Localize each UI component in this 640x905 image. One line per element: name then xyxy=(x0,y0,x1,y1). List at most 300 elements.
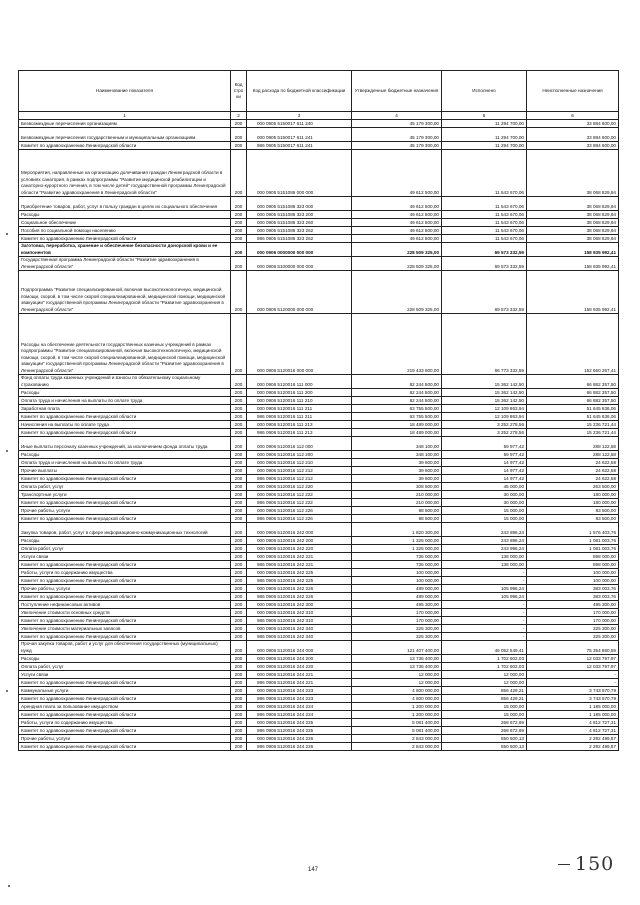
row-executed: 243 896,24 xyxy=(442,537,527,545)
table-row xyxy=(19,515,619,523)
row-name: Работы, услуги по содержанию имущества xyxy=(19,719,231,727)
row-approved: 1 325 000,00 xyxy=(352,545,442,553)
row-unexecuted: - xyxy=(527,671,619,679)
row-unexecuted: 15 236 721,44 xyxy=(527,421,619,429)
row-name: Транспортные услуги xyxy=(19,491,231,499)
row-unexecuted: 1 081 003,76 xyxy=(527,545,619,553)
table-row xyxy=(19,695,619,703)
row-name: Оплата труда и начисления на выплаты по оплате труда xyxy=(19,397,231,405)
row-code: 200 xyxy=(231,128,247,142)
row-name: Расходы xyxy=(19,451,231,459)
row-approved: 170 000,00 xyxy=(352,617,442,625)
row-unexecuted: 288 122,58 xyxy=(527,437,619,451)
row-code: 200 xyxy=(231,429,247,437)
row-unexecuted: 75 354 850,59 xyxy=(527,641,619,655)
table-row xyxy=(19,142,619,150)
row-budget-code: 000 0906 5120016 000 000 xyxy=(247,314,352,375)
table-row xyxy=(19,499,619,507)
row-executed: - xyxy=(442,609,527,617)
table-row xyxy=(19,577,619,585)
table-row xyxy=(19,633,619,641)
row-code: 200 xyxy=(231,375,247,389)
row-unexecuted: 100 000,00 xyxy=(527,569,619,577)
row-code: 200 xyxy=(231,687,247,695)
row-executed: 856 429,21 xyxy=(442,695,527,703)
row-name: Пособия по социальной помощи населению xyxy=(19,227,231,235)
row-name: Комитет по здравоохранению Ленинградской области xyxy=(19,413,231,421)
row-name: Комитет по здравоохранению Ленинградской области xyxy=(19,142,231,150)
row-code: 200 xyxy=(231,475,247,483)
row-budget-code: 000 0906 5120016 112 220 xyxy=(247,483,352,491)
row-executed: 3 252 278,56 xyxy=(442,429,527,437)
row-executed: - xyxy=(442,577,527,585)
row-code: 200 xyxy=(231,743,247,751)
row-code: 200 xyxy=(231,679,247,687)
row-name: Безвозмездные перечисления государственным и муниципальным организациям xyxy=(19,128,231,142)
handwritten-page-stamp: 150 xyxy=(575,853,615,875)
row-budget-code: 986 0906 5120016 244 221 xyxy=(247,679,352,687)
row-approved: 49 612 500,00 xyxy=(352,235,442,243)
row-name: Прочие выплаты xyxy=(19,467,231,475)
row-executed: 14 977,42 xyxy=(442,459,527,467)
table-row xyxy=(19,743,619,751)
row-unexecuted: 83 500,00 xyxy=(527,507,619,515)
row-budget-code: 986 0906 5120016 112 212 xyxy=(247,475,352,483)
row-name: Мероприятия, направленные на организацию долечивания граждан Ленинградской области в условиях санатория, в рамках подпрограммы "Развитие медицинской реабилитации и санаторно-курортного лечения, в том числе детей" государственной программы Ленинградской области "Развитие здравоохранения в Ленинградской области" xyxy=(19,150,231,197)
row-approved: 348 100,00 xyxy=(352,451,442,459)
row-approved: 82 244 500,00 xyxy=(352,397,442,405)
row-executed: 268 672,69 xyxy=(442,719,527,727)
row-executed: 12 109 863,94 xyxy=(442,405,527,413)
row-budget-code: 986 0906 5120016 242 221 xyxy=(247,561,352,569)
row-code: 200 xyxy=(231,633,247,641)
row-budget-code: 000 0906 5120016 112 000 xyxy=(247,437,352,451)
row-unexecuted: 24 622,58 xyxy=(527,467,619,475)
row-approved: 12 000,00 xyxy=(352,679,442,687)
row-approved: 228 509 325,00 xyxy=(352,243,442,257)
row-unexecuted: 383 003,76 xyxy=(527,593,619,601)
row-budget-code: 000 0906 5120016 242 340 xyxy=(247,625,352,633)
row-budget-code: 986 0906 5120016 242 226 xyxy=(247,593,352,601)
row-unexecuted: 24 622,58 xyxy=(527,459,619,467)
row-executed: 11 543 670,06 xyxy=(442,211,527,219)
row-approved: 348 100,00 xyxy=(352,437,442,451)
row-budget-code: 000 0906 5120016 242 225 xyxy=(247,569,352,577)
table-row xyxy=(19,593,619,601)
row-code: 200 xyxy=(231,405,247,413)
table-row xyxy=(19,569,619,577)
header-executed: Исполнено xyxy=(442,71,527,112)
row-approved: 308 500,00 xyxy=(352,483,442,491)
row-name: Приобретение товаров, работ, услуг в пользу граждан в целях их социального обеспечения xyxy=(19,197,231,211)
row-unexecuted: 3 743 570,79 xyxy=(527,695,619,703)
row-executed: 30 000,00 xyxy=(442,499,527,507)
row-budget-code: 000 0906 5120016 111 211 xyxy=(247,405,352,413)
row-name: Подпрограмма "Развитие специализированной, включая высокотехнологичную, медицинской помощи, скорой, в том числе скорой специализированной, медицинской помощи, медицинской эвакуации" государственной программы Ленинградской области "Развитие здравоохранения в Ленинградской области" xyxy=(19,271,231,314)
row-code: 200 xyxy=(231,235,247,243)
row-executed: 45 000,00 xyxy=(442,483,527,491)
row-name: Комитет по здравоохранению Ленинградской области xyxy=(19,633,231,641)
row-executed: 1 702 602,03 xyxy=(442,655,527,663)
row-budget-code: 000 0906 5120016 244 200 xyxy=(247,655,352,663)
row-approved: 45 179 300,00 xyxy=(352,128,442,142)
row-executed: 59 977,42 xyxy=(442,437,527,451)
table-row xyxy=(19,405,619,413)
row-code: 200 xyxy=(231,459,247,467)
row-approved: 210 000,00 xyxy=(352,499,442,507)
row-name: Комитет по здравоохранению Ленинградской области xyxy=(19,679,231,687)
row-name: Комитет по здравоохранению Ленинградской области xyxy=(19,429,231,437)
row-budget-code: 000 0906 5120016 111 000 xyxy=(247,375,352,389)
row-unexecuted: 66 882 357,50 xyxy=(527,375,619,389)
row-name: Прочие работы, услуги xyxy=(19,585,231,593)
row-executed: 11 543 670,06 xyxy=(442,150,527,197)
row-code: 200 xyxy=(231,389,247,397)
table-row xyxy=(19,475,619,483)
row-executed: 550 500,13 xyxy=(442,735,527,743)
row-executed: 11 294 700,00 xyxy=(442,120,527,128)
row-unexecuted: 180 000,00 xyxy=(527,499,619,507)
row-executed: 15 362 142,50 xyxy=(442,397,527,405)
row-name: Комитет по здравоохранению Ленинградской области xyxy=(19,235,231,243)
row-unexecuted: 15 236 721,44 xyxy=(527,429,619,437)
row-budget-code: 000 0906 5120016 112 210 xyxy=(247,459,352,467)
row-executed: 14 977,42 xyxy=(442,467,527,475)
table-row xyxy=(19,711,619,719)
table-row xyxy=(19,625,619,633)
table-row xyxy=(19,679,619,687)
row-approved: 210 000,00 xyxy=(352,491,442,499)
column-number-row xyxy=(19,112,619,120)
row-budget-code: 986 0906 5120016 244 225 xyxy=(247,727,352,735)
row-unexecuted: 24 622,58 xyxy=(527,475,619,483)
table-row xyxy=(19,150,619,197)
row-unexecuted: - xyxy=(527,679,619,687)
row-budget-code: 986 0906 5120016 112 222 xyxy=(247,499,352,507)
row-code: 200 xyxy=(231,625,247,633)
row-budget-code: 000 0906 0000000 000 000 xyxy=(247,243,352,257)
row-name: Расходы xyxy=(19,537,231,545)
row-budget-code: 000 0906 5120016 242 220 xyxy=(247,545,352,553)
row-executed: 15 362 142,50 xyxy=(442,389,527,397)
table-row xyxy=(19,483,619,491)
row-unexecuted: 152 660 267,41 xyxy=(527,314,619,375)
row-approved: 228 509 325,00 xyxy=(352,271,442,314)
row-budget-code: 986 0906 5120016 244 224 xyxy=(247,711,352,719)
row-code: 200 xyxy=(231,523,247,537)
table-row xyxy=(19,491,619,499)
table-row xyxy=(19,211,619,219)
table-row xyxy=(19,413,619,421)
budget-report-sheet xyxy=(18,70,618,751)
table-row xyxy=(19,687,619,695)
row-code: 200 xyxy=(231,243,247,257)
row-unexecuted: 33 884 600,00 xyxy=(527,120,619,128)
table-row xyxy=(19,257,619,271)
row-budget-code: 000 0906 5120016 242 310 xyxy=(247,609,352,617)
row-unexecuted: 325 300,00 xyxy=(527,633,619,641)
row-unexecuted: 1 185 000,00 xyxy=(527,703,619,711)
row-unexecuted: 38 068 829,94 xyxy=(527,211,619,219)
row-name: Комитет по здравоохранению Ленинградской области xyxy=(19,617,231,625)
row-unexecuted: 598 000,00 xyxy=(527,561,619,569)
row-budget-code: 986 0906 5120016 242 310 xyxy=(247,617,352,625)
row-budget-code: 986 0906 5120016 111 213 xyxy=(247,429,352,437)
row-unexecuted: 288 122,58 xyxy=(527,451,619,459)
row-code: 200 xyxy=(231,219,247,227)
table-row xyxy=(19,671,619,679)
table-row xyxy=(19,617,619,625)
row-unexecuted: 1 576 403,76 xyxy=(527,523,619,537)
row-executed: 268 672,69 xyxy=(442,727,527,735)
scan-speck xyxy=(6,450,8,452)
row-executed: 11 294 700,00 xyxy=(442,142,527,150)
row-approved: 100 000,00 xyxy=(352,577,442,585)
row-name: Начисления на выплаты по оплате труда xyxy=(19,421,231,429)
row-name: Прочие работы, услуги xyxy=(19,507,231,515)
row-name: Расходы xyxy=(19,389,231,397)
row-approved: 49 612 500,00 xyxy=(352,211,442,219)
table-row xyxy=(19,641,619,655)
row-code: 200 xyxy=(231,711,247,719)
row-unexecuted: 38 068 829,94 xyxy=(527,197,619,211)
row-executed: 15 362 142,50 xyxy=(442,375,527,389)
row-approved: 100 000,00 xyxy=(352,569,442,577)
table-row xyxy=(19,197,619,211)
row-code: 200 xyxy=(231,593,247,601)
row-name: Коммунальные услуги xyxy=(19,687,231,695)
row-budget-code: 000 0906 5120016 112 212 xyxy=(247,467,352,475)
row-code: 200 xyxy=(231,727,247,735)
row-budget-code: 000 0906 5120016 242 221 xyxy=(247,553,352,561)
stamp-dash xyxy=(558,864,570,865)
row-budget-code: 000 0906 5120016 244 225 xyxy=(247,719,352,727)
table-row xyxy=(19,663,619,671)
row-code: 200 xyxy=(231,601,247,609)
row-name: Оплата работ, услуг xyxy=(19,483,231,491)
row-name: Оплата работ, услуг xyxy=(19,663,231,671)
row-approved: 489 000,00 xyxy=(352,585,442,593)
row-approved: 2 843 000,00 xyxy=(352,735,442,743)
row-code: 200 xyxy=(231,515,247,523)
row-approved: 39 600,00 xyxy=(352,459,442,467)
table-row xyxy=(19,703,619,711)
row-approved: 98 500,00 xyxy=(352,507,442,515)
table-row xyxy=(19,120,619,128)
row-approved: 45 179 300,00 xyxy=(352,142,442,150)
row-code: 200 xyxy=(231,142,247,150)
column-number: 6 xyxy=(527,112,619,120)
column-number: 3 xyxy=(247,112,352,120)
row-name: Заработная плата xyxy=(19,405,231,413)
column-number: 5 xyxy=(442,112,527,120)
row-executed: 69 573 332,59 xyxy=(442,257,527,271)
row-name: Увеличение стоимости материальных запасов xyxy=(19,625,231,633)
row-budget-code: 000 0906 5120000 000 000 xyxy=(247,271,352,314)
row-executed: 30 000,00 xyxy=(442,491,527,499)
table-row xyxy=(19,601,619,609)
table-row xyxy=(19,537,619,545)
row-budget-code: 986 0906 5120016 112 226 xyxy=(247,515,352,523)
row-approved: 2 843 000,00 xyxy=(352,743,442,751)
row-approved: 121 407 400,00 xyxy=(352,641,442,655)
row-name: Безвозмездные перечисления организациям xyxy=(19,120,231,128)
column-number: 2 xyxy=(231,112,247,120)
row-code: 200 xyxy=(231,617,247,625)
row-code: 200 xyxy=(231,421,247,429)
row-unexecuted: 1 081 003,76 xyxy=(527,537,619,545)
row-budget-code: 986 0906 5120016 111 211 xyxy=(247,413,352,421)
row-name: Комитет по здравоохранению Ленинградской области xyxy=(19,695,231,703)
row-name: Комитет по здравоохранению Ленинградской области xyxy=(19,593,231,601)
row-name: Социальное обеспечение xyxy=(19,219,231,227)
row-budget-code: 986 0906 5120016 244 223 xyxy=(247,695,352,703)
row-executed: 243 996,24 xyxy=(442,545,527,553)
row-budget-code: 000 0906 5120016 244 226 xyxy=(247,735,352,743)
row-name: Комитет по здравоохранению Ленинградской области xyxy=(19,711,231,719)
row-budget-code: 000 0906 5120016 244 220 xyxy=(247,663,352,671)
table-row xyxy=(19,219,619,227)
table-row xyxy=(19,128,619,142)
row-code: 200 xyxy=(231,719,247,727)
row-approved: 82 244 500,00 xyxy=(352,389,442,397)
row-unexecuted: 170 000,00 xyxy=(527,609,619,617)
row-code: 200 xyxy=(231,257,247,271)
row-unexecuted: 33 884 600,00 xyxy=(527,142,619,150)
row-executed: - xyxy=(442,601,527,609)
row-budget-code: 000 0906 5120016 244 000 xyxy=(247,641,352,655)
row-approved: 219 433 600,00 xyxy=(352,314,442,375)
row-approved: 13 736 400,00 xyxy=(352,663,442,671)
row-code: 200 xyxy=(231,397,247,405)
row-executed: 11 294 700,00 xyxy=(442,128,527,142)
row-executed: 12 000,00 xyxy=(442,679,527,687)
row-name: Государственная программа Ленинградской области "Развитие здравоохранения в Ленинградской области" xyxy=(19,257,231,271)
page-number: 147 xyxy=(308,867,319,873)
row-executed: 3 252 278,56 xyxy=(442,421,527,429)
row-code: 200 xyxy=(231,735,247,743)
column-number: 4 xyxy=(352,112,442,120)
row-executed: - xyxy=(442,633,527,641)
row-budget-code: 000 0906 5120016 242 300 xyxy=(247,601,352,609)
row-unexecuted: 83 500,00 xyxy=(527,515,619,523)
row-executed: 550 500,13 xyxy=(442,743,527,751)
row-name: Комитет по здравоохранению Ленинградской области xyxy=(19,499,231,507)
table-row xyxy=(19,655,619,663)
row-name: Фонд оплаты труда казенных учреждений и взносы по обязательному социальному страхованию xyxy=(19,375,231,389)
row-code: 200 xyxy=(231,655,247,663)
row-executed: 12 109 863,94 xyxy=(442,413,527,421)
row-unexecuted: 4 812 727,31 xyxy=(527,727,619,735)
row-approved: 18 489 000,00 xyxy=(352,429,442,437)
row-budget-code: 000 0906 5120016 242 000 xyxy=(247,523,352,537)
row-code: 200 xyxy=(231,271,247,314)
table-row xyxy=(19,585,619,593)
row-approved: 49 612 500,00 xyxy=(352,150,442,197)
table-row xyxy=(19,429,619,437)
row-name: Услуги связи xyxy=(19,553,231,561)
table-row xyxy=(19,421,619,429)
row-approved: 1 820 300,00 xyxy=(352,523,442,537)
row-name: Прочие работы, услуги xyxy=(19,735,231,743)
row-code: 200 xyxy=(231,227,247,235)
row-approved: 325 300,00 xyxy=(352,625,442,633)
row-budget-code: 000 0906 5120016 242 226 xyxy=(247,585,352,593)
row-name: Иные выплаты персоналу казенных учреждений, за исключением фонда оплаты труда xyxy=(19,437,231,451)
row-budget-code: 986 0906 5120016 242 340 xyxy=(247,633,352,641)
row-budget-code: 000 0906 5100000 000 000 xyxy=(247,257,352,271)
row-approved: 736 000,00 xyxy=(352,553,442,561)
row-approved: 39 600,00 xyxy=(352,467,442,475)
row-approved: 1 200 000,00 xyxy=(352,711,442,719)
row-executed: 138 000,00 xyxy=(442,561,527,569)
row-executed: 1 702 602,03 xyxy=(442,663,527,671)
row-name: Заготовка, переработка, хранение и обеспечение безопасности донорской крови и ее компонентов xyxy=(19,243,231,257)
row-unexecuted: 12 033 797,97 xyxy=(527,663,619,671)
row-name: Оплата труда и начисления на выплаты по оплате труда xyxy=(19,459,231,467)
row-budget-code: 000 0905 5150017 611 240 xyxy=(247,120,352,128)
row-unexecuted: 38 068 829,94 xyxy=(527,219,619,227)
row-approved: 4 600 000,00 xyxy=(352,687,442,695)
row-executed: 11 543 670,06 xyxy=(442,197,527,211)
row-name: Увеличение стоимости основных средств xyxy=(19,609,231,617)
table-row xyxy=(19,735,619,743)
row-budget-code: 000 0906 5120016 244 224 xyxy=(247,703,352,711)
row-unexecuted: 598 000,00 xyxy=(527,553,619,561)
row-code: 200 xyxy=(231,483,247,491)
row-executed: 15 000,00 xyxy=(442,515,527,523)
row-unexecuted: 66 882 357,50 xyxy=(527,389,619,397)
row-name: Расходы xyxy=(19,211,231,219)
row-code: 200 xyxy=(231,491,247,499)
row-name: Расходы на обеспечение деятельности государственных казенных учреждений в рамках подпрограммы "Развитие специализированной, включая высокотехнологичную, медицинской помощи, скорой, в том числе скорой специализированной, медицинской помощи, медицинской эвакуации" государственной программы Ленинградской области "Развитие здравоохранения в Ленинградской области" xyxy=(19,314,231,375)
row-unexecuted: 2 292 499,87 xyxy=(527,743,619,751)
header-approved: Утвержденные бюджетные назначения xyxy=(352,71,442,112)
table-row xyxy=(19,561,619,569)
row-approved: 489 000,00 xyxy=(352,593,442,601)
row-budget-code: 000 0906 5120016 112 222 xyxy=(247,491,352,499)
table-row xyxy=(19,467,619,475)
header-budget-code: Код расхода по бюджетной классификации xyxy=(247,71,352,112)
row-code: 200 xyxy=(231,120,247,128)
row-unexecuted: 325 300,00 xyxy=(527,625,619,633)
header-indicator-name: Наименование показателя xyxy=(19,71,231,112)
row-unexecuted: 38 068 829,94 xyxy=(527,235,619,243)
row-unexecuted: 495 300,00 xyxy=(527,601,619,609)
row-unexecuted: 2 292 499,87 xyxy=(527,735,619,743)
table-row xyxy=(19,437,619,451)
row-executed: - xyxy=(442,617,527,625)
row-code: 200 xyxy=(231,150,247,197)
row-executed: 69 573 332,59 xyxy=(442,243,527,257)
row-code: 200 xyxy=(231,671,247,679)
row-name: Расходы xyxy=(19,655,231,663)
row-executed: 15 000,00 xyxy=(442,507,527,515)
row-budget-code: 986 0906 5120016 244 226 xyxy=(247,743,352,751)
table-row xyxy=(19,727,619,735)
row-unexecuted: 38 068 829,94 xyxy=(527,227,619,235)
row-approved: 45 179 300,00 xyxy=(352,120,442,128)
row-code: 200 xyxy=(231,561,247,569)
row-approved: 39 600,00 xyxy=(352,475,442,483)
row-executed: 69 573 332,59 xyxy=(442,271,527,314)
table-row xyxy=(19,553,619,561)
row-code: 200 xyxy=(231,577,247,585)
row-unexecuted: 66 882 357,50 xyxy=(527,397,619,405)
row-approved: 170 000,00 xyxy=(352,609,442,617)
row-budget-code: 000 0906 5120016 111 213 xyxy=(247,421,352,429)
row-code: 200 xyxy=(231,537,247,545)
